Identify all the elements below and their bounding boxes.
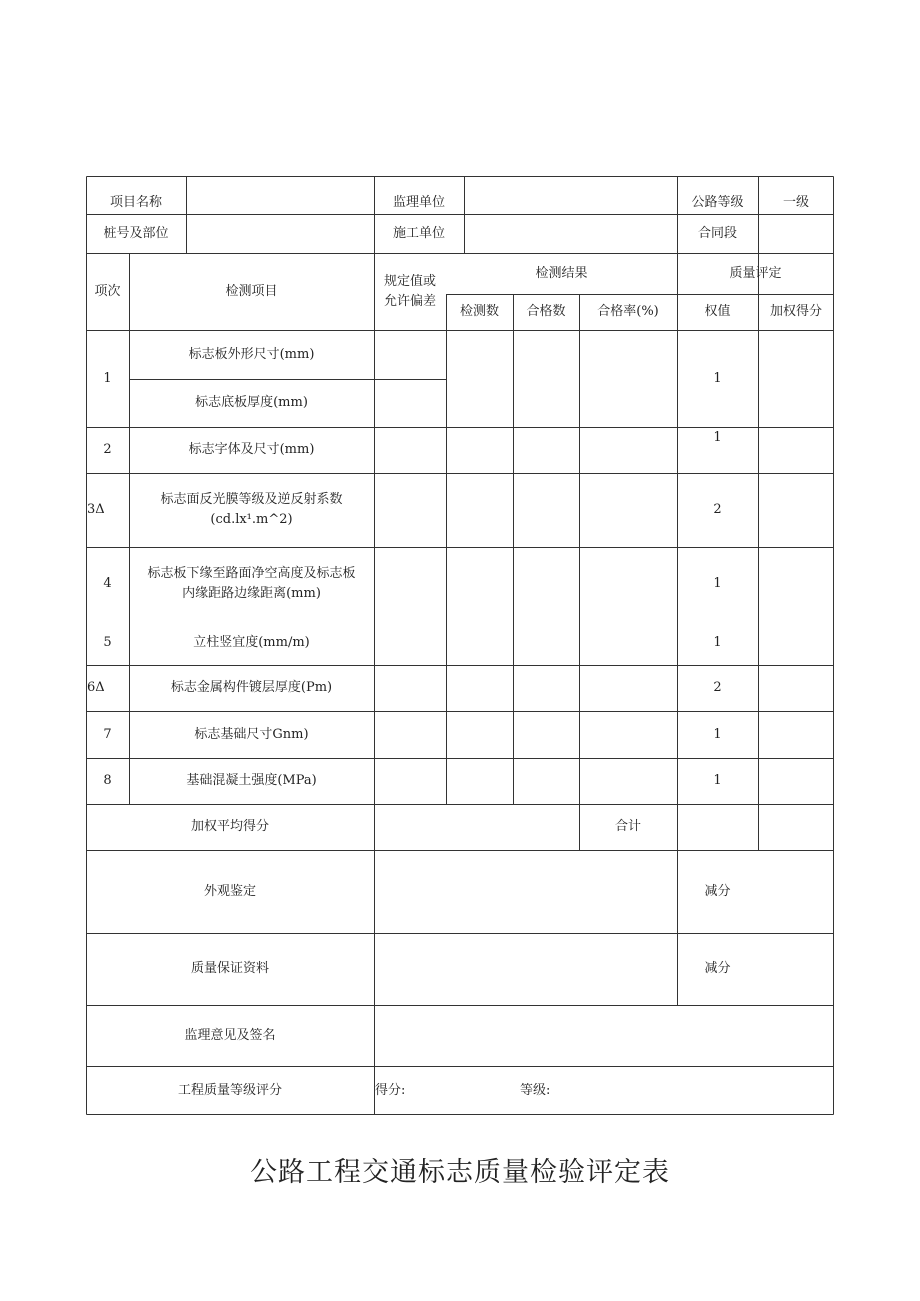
col-qualified: 合格数 — [526, 304, 566, 319]
item-8-no: 8 — [103, 773, 112, 788]
weighted-avg-label: 加权平均得分 — [190, 819, 269, 834]
supervision-unit-label: 监理单位 — [392, 195, 445, 210]
item-4-no: 4 — [103, 576, 112, 591]
col-results: 检测结果 — [535, 265, 588, 281]
quality-grade-label: 工程质量等级评分 — [177, 1082, 282, 1098]
item-8-weight: 1 — [713, 773, 722, 788]
item-1-no: 1 — [103, 370, 112, 386]
grade-label: 等级: — [520, 1082, 551, 1098]
item-4-name-line1: 标志板下缘至路面净空高度及标志板 — [147, 566, 356, 581]
col-spec: 规定值或允许偏差 — [383, 273, 436, 309]
item-7-weight: 1 — [713, 726, 722, 742]
item-3-name-line1: 标志面反光膜等级及逆反射系数 — [160, 492, 343, 507]
supervision-opinion-label: 监理意见及签名 — [184, 1027, 276, 1043]
item-5-weight: 1 — [713, 635, 722, 650]
col-weight: 权值 — [704, 304, 731, 319]
inspection-table — [86, 176, 834, 1115]
project-name-field — [186, 176, 374, 214]
road-grade-value: 一级 — [782, 195, 809, 210]
document-title: 公路工程交通标志质量检验评定表 — [250, 1157, 670, 1188]
item-7-name: 标志基础尺寸Gnm) — [194, 726, 309, 742]
item-2-weight: 1 — [713, 430, 722, 445]
col-rate: 合格率(%) — [597, 304, 659, 319]
item-1-weight: 1 — [713, 370, 722, 386]
station-label: 桩号及部位 — [103, 225, 169, 241]
item-2-name: 标志字体及尺寸(mm) — [188, 442, 315, 457]
item-8-name: 基础混凝土强度(MPa) — [186, 773, 317, 788]
item-5-name: 立柱竖宜度(mm/m) — [193, 635, 310, 650]
contract-section-label: 合同段 — [697, 225, 737, 241]
item-6-name: 标志金属构件镀层厚度(Pm) — [170, 680, 333, 695]
col-quality-eval: 质量评定 — [729, 265, 782, 281]
item-4-name-line2: 内缘距路边缘距离(mm) — [182, 586, 321, 601]
appearance-deduct: 减分 — [704, 883, 731, 899]
score-label: 得分: — [375, 1082, 406, 1098]
construction-unit-label: 施工单位 — [392, 225, 445, 241]
item-4-name — [129, 547, 374, 621]
road-grade-label: 公路等级 — [691, 195, 744, 210]
total-label: 合计 — [614, 819, 641, 834]
item-6-weight: 2 — [713, 680, 722, 695]
item-3-name — [129, 473, 374, 547]
item-2-no: 2 — [103, 442, 112, 457]
qa-docs-deduct: 减分 — [704, 961, 731, 976]
project-name-label: 项目名称 — [109, 195, 162, 210]
item-7-no: 7 — [103, 726, 112, 742]
col-inspection-item: 检测项目 — [225, 283, 278, 299]
appearance-label: 外观鉴定 — [203, 883, 256, 899]
qa-docs-label: 质量保证资料 — [190, 961, 269, 976]
item-3-weight: 2 — [713, 502, 722, 517]
item-5-no: 5 — [103, 635, 112, 650]
col-item-no: 项次 — [94, 283, 121, 299]
col-count: 检测数 — [459, 304, 499, 319]
item-6-no: 6Δ — [87, 680, 105, 695]
item-4-weight: 1 — [713, 576, 722, 591]
col-weighted-score: 加权得分 — [769, 304, 822, 319]
item-1a-name: 标志板外形尺寸(mm) — [188, 346, 315, 362]
item-3-name-line2: (cd.lx¹.m^2) — [210, 512, 293, 527]
item-3-no: 3Δ — [87, 502, 105, 517]
supervision-unit-field — [464, 176, 677, 214]
item-1b-name: 标志底板厚度(mm) — [195, 395, 308, 410]
